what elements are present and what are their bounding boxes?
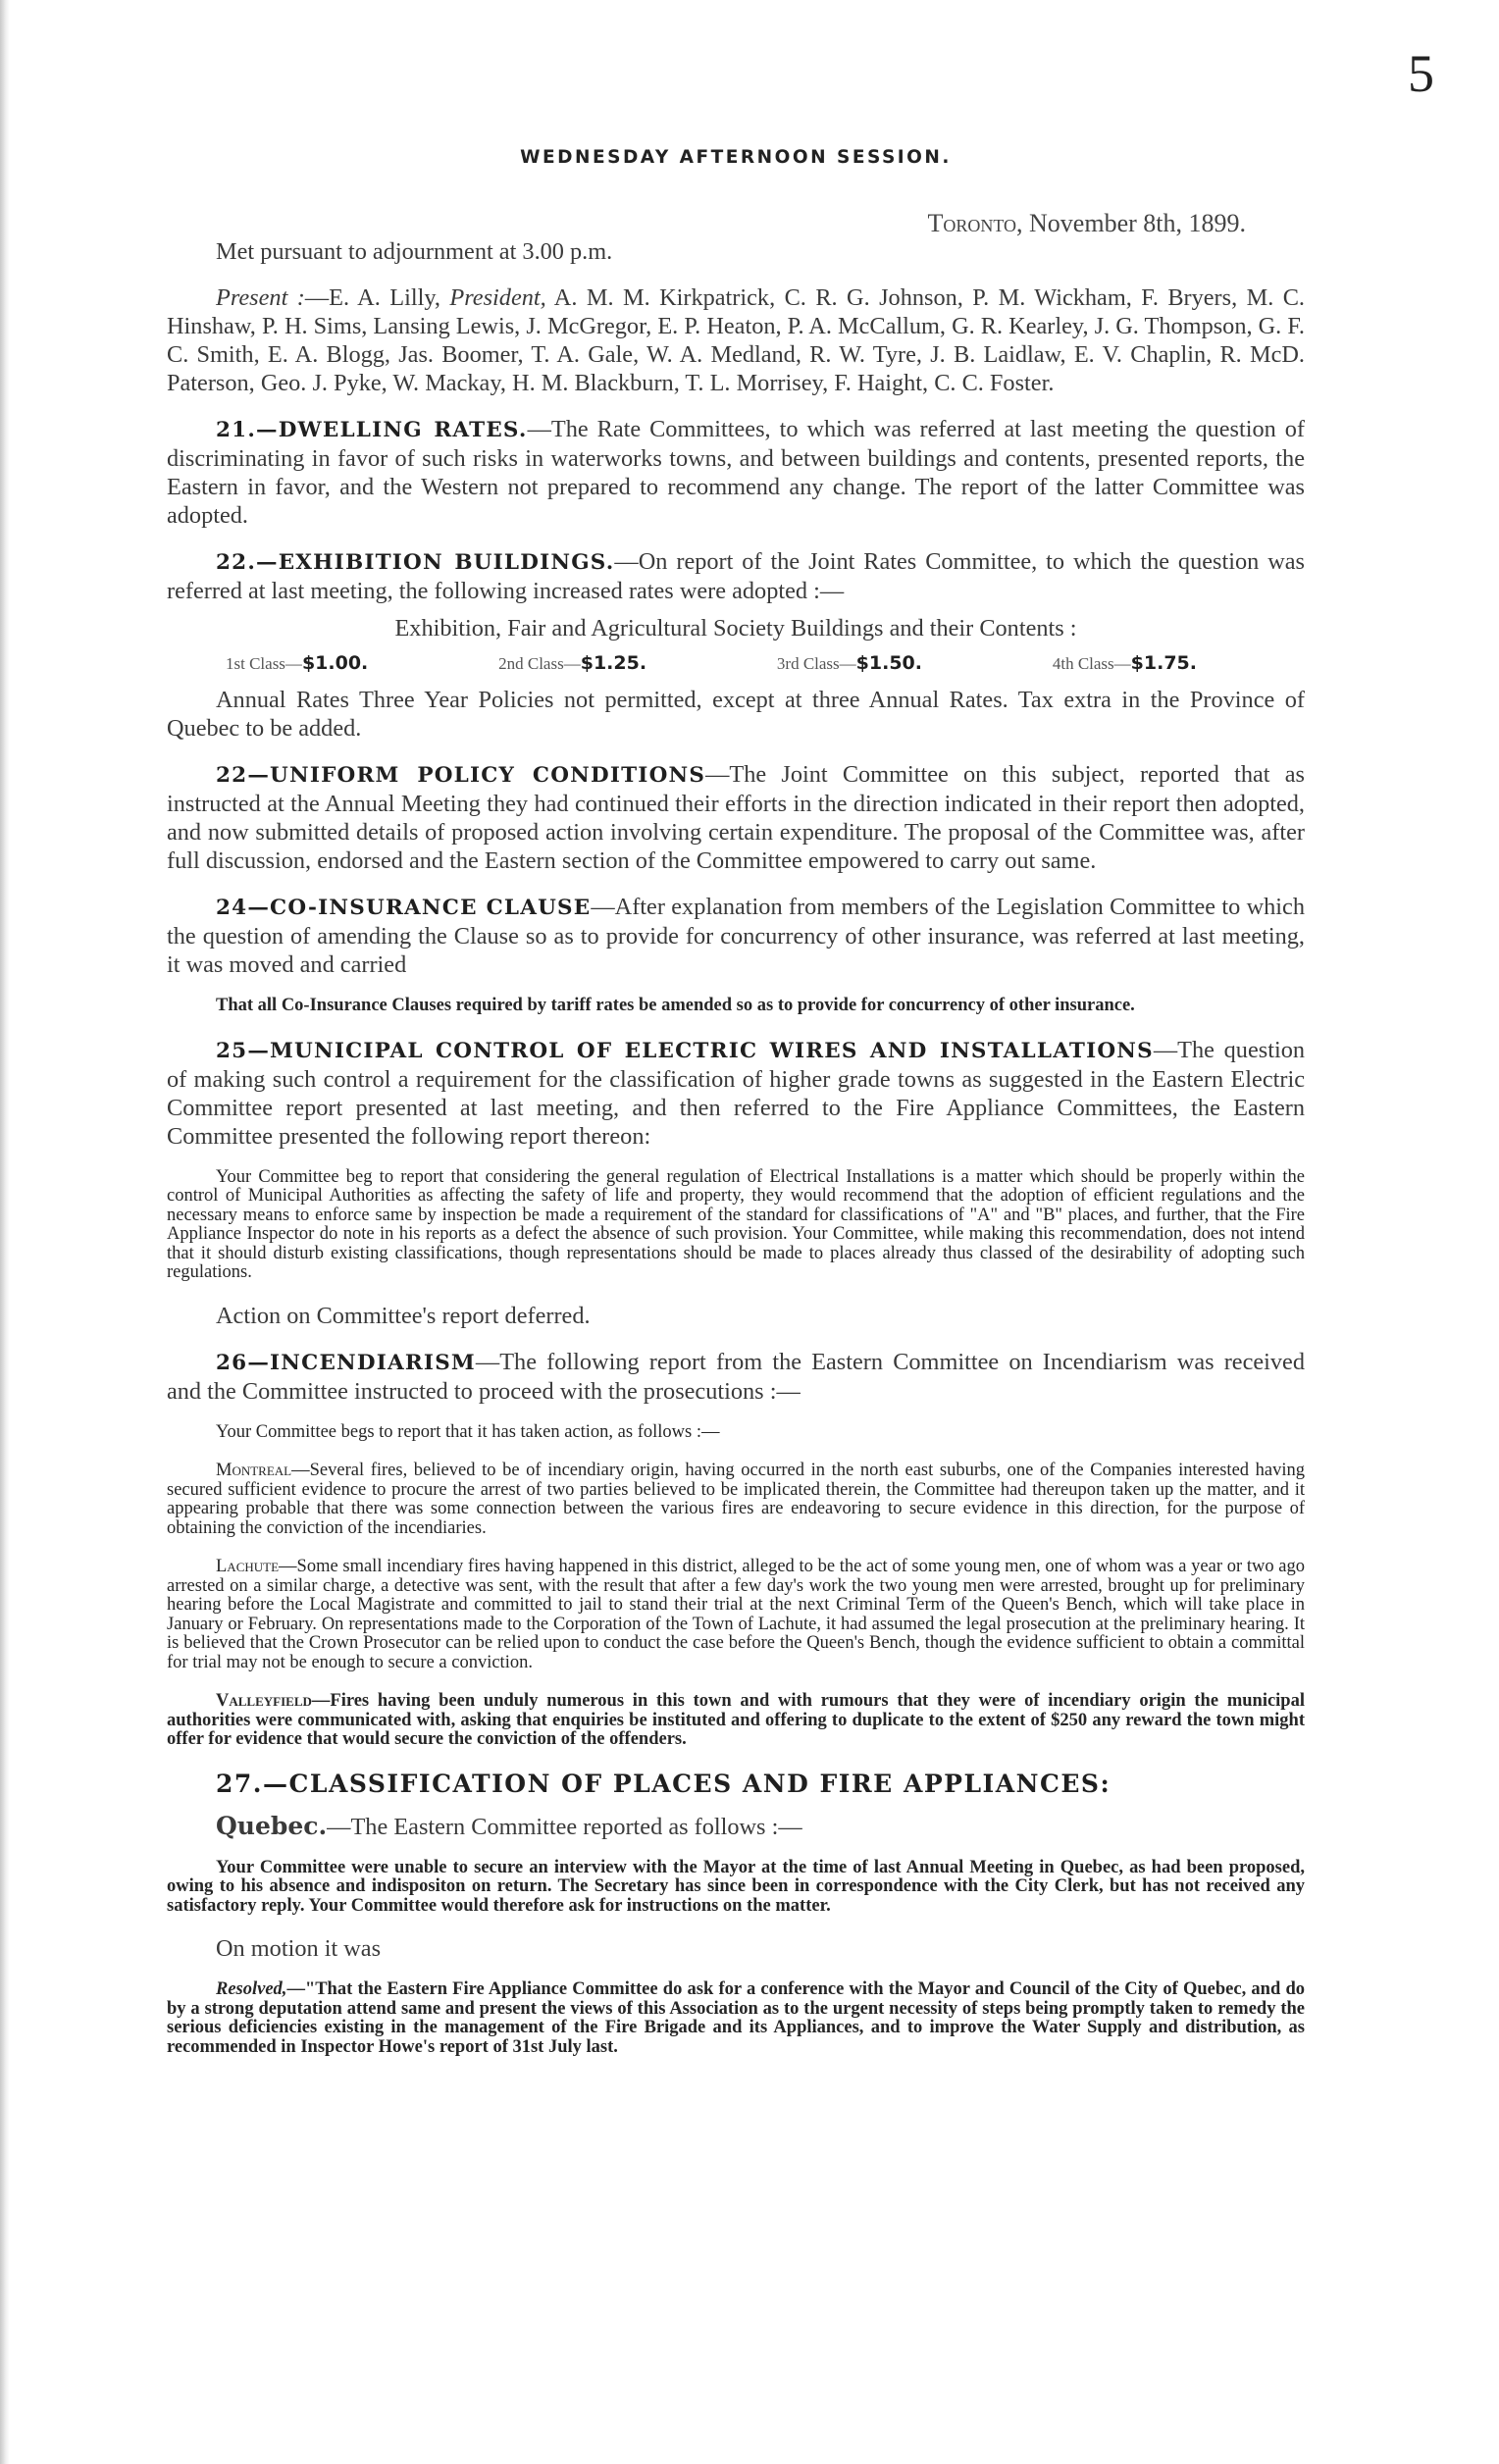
section-24 [167, 893, 1305, 979]
section-22 [167, 547, 1305, 605]
section-26-heading: 26—INCENDIARISM [216, 1350, 476, 1375]
lachute-text: —Some small incendiary fires having happened in this district, alleged to be the act of some young men, one of whom was a year or two ago arrested on a similar charge, a detective was sent, with the result that after a few day's work the two young men were arrested, brought up for preliminary hearing before the Local Magistrate and committed to jail to stand their trial at the next Criminal Term of the Queen's Bench, which will take place in January or February. On representations made to the Corporation of the Town of Lachute, it had assumed the legal prosecution at the preliminary hearing. It is believed that the Crown Prosecutor can be relied upon to conduct the case before the Queen's Bench, though the evidence sufficient to obtain a committal for trial may not be enough to secure a conviction. [167, 1557, 1305, 1672]
section-26 [167, 1348, 1305, 1406]
class-rate-value: $1.75. [1130, 652, 1197, 674]
section-22-heading: 22.—EXHIBITION BUILDINGS. [216, 550, 615, 575]
section-26-montreal [167, 1462, 1305, 1538]
page-edge-shadow [0, 0, 10, 2464]
section-27-heading: 27.—CLASSIFICATION OF PLACES AND FIRE APPLIANCES: [216, 1769, 1111, 1798]
section-25 [167, 1036, 1305, 1151]
section-25-report: Your Committee beg to report that considering the general regulation of Electrical Installations is a matter which should be properly within the control of Municipal Authorities as affecting the safety of life and property, they would recommend that the adoption of efficient regulations and the necessary means to enforce same by inspection be made a requirement of the standard for classifications of "A" and "B" places, and further, that the Fire Appliance Inspector do note in his reports as a defect the absence of such provision. Your Committee, while making this recommendation, does not intend that it should disturb existing classifications, though representations should be made to places already thus classed of the desirability of adopting such regulations. [167, 1166, 1305, 1282]
class-rate-label: 2nd Class— [498, 654, 581, 673]
section-26-valleyfield [167, 1692, 1305, 1750]
section-27-sub-heading: Quebec. [216, 1811, 328, 1840]
present-role: President, [449, 284, 546, 311]
section-21-text: —The Rate Committees, to which was referred at last meeting the question of discriminating in favor of such risks in waterworks towns, and between buildings and contents, presented reports, the Eastern in favor, and the Western not prepared to recommend any change. The report of the latter Committee was adopted. [167, 416, 1305, 529]
page-number: 5 [1408, 44, 1434, 103]
class-rate-value: $1.00. [301, 652, 369, 674]
section-27-resolution [167, 1980, 1305, 2057]
class-rate-4 [1053, 652, 1197, 674]
resolved-text: —"That the Eastern Fire Appliance Committee do ask for a conference with the Mayor and Council of the City of Quebec, and do by a strong deputation attend same and present the views of this Association as to the urgent necessity of steps being promptly taken to remedy the serious deficiencies existing in the management of the Fire Brigade and its Appliances, and to improve the Water Supply and distribution, as recommended in Inspector Howe's report of 31st July last. [167, 1979, 1305, 2057]
class-rate-3 [777, 652, 922, 674]
class-rate-label: 4th Class— [1052, 654, 1131, 673]
section-27-sub [167, 1812, 1305, 1841]
section-27-motion: On motion it was [216, 1935, 382, 1962]
class-rate-label: 1st Class— [226, 654, 302, 673]
section-27-report: Your Committee were unable to secure an interview with the Mayor at the time of last Annual Meeting in Quebec, as had been proposed, owing to his absence and indispositon on return. The Secretary has since been in correspondence with the City Clerk, but has not received any satisfactory reply. Your Committee would therefore ask for instructions on the matter. [167, 1857, 1305, 1916]
lachute-label: Lachute [216, 1557, 280, 1576]
valleyfield-label: Valleyfield [216, 1691, 312, 1711]
montreal-label: Montreal [216, 1461, 292, 1480]
class-rate-1 [226, 652, 368, 674]
present-label: Present : [216, 284, 305, 311]
present-first: —E. A. Lilly, [304, 284, 450, 311]
section-25-text: —The question of making such control a requirement for the classification of higher grade towns as suggested in the Eastern Electric Committee report presented at last meeting, and then referred to the Fire Appliance Committees, the Eastern Committee presented the following report thereon: [167, 1036, 1305, 1150]
session-title: WEDNESDAY AFTERNOON SESSION. [520, 147, 952, 168]
section-23 [167, 760, 1305, 875]
section-24-resolution: That all Co-Insurance Clauses required by tariff rates be amended so as to provide for concurrency of other insurance. [216, 996, 1135, 1015]
present-names: A. M. M. Kirkpatrick, C. R. G. Johnson, P. M. Wickham, F. Bryers, M. C. Hinshaw, P. H. Sims, Lansing Lewis, J. McGregor, E. P. Heaton, P. A. McCallum, G. R. Kearley, J. G. Thompson, G. F. C. Smith, E. A. Blogg, Jas. Boomer, T. A. Gale, W. A. Medland, R. W. Tyre, J. B. Laidlaw, E. V. Chaplin, R. McD. Paterson, Geo. J. Pyke, W. Mackay, H. M. Blackburn, T. L. Morrisey, F. Haight, C. C. Foster. [167, 284, 1306, 396]
section-24-heading: 24—CO-INSURANCE CLAUSE [216, 896, 592, 920]
valleyfield-text: —Fires having been unduly numerous in this town and with rumours that they were of incendiary origin the municipal authorities were communicated with, asking that enquiries be instituted and offering to duplicate to the extent of $250 any reward the town might offer for evidence that would secure the conviction of the offenders. [167, 1691, 1305, 1749]
section-25-action: Action on Committee's report deferred. [216, 1302, 591, 1329]
class-rate-value: $1.50. [855, 652, 922, 674]
class-rate-2 [498, 652, 646, 674]
dateline-place: Toronto, [927, 209, 1023, 237]
section-22-text: —On report of the Joint Rates Committee, to which the question was referred at last meeting, the following increased rates were adopted :— [167, 548, 1305, 604]
class-rate-value: $1.25. [580, 652, 647, 674]
section-26-text: —The following report from the Eastern Committee on Incendiarism was received and the Committee instructed to proceed with the prosecutions :— [167, 1348, 1305, 1405]
section-21 [167, 415, 1305, 530]
section-25-heading: 25—MUNICIPAL CONTROL OF ELECTRIC WIRES AND INSTALLATIONS [216, 1038, 1154, 1063]
section-26-lachute [167, 1558, 1305, 1672]
section-23-text: —The Joint Committee on this subject, reported that as instructed at the Annual Meeting they had continued their efforts in the direction indicated in their report then adopted, and now submitted details of proposed action involving certain expenditure. The proposal of the Committee was, after full discussion, endorsed and the Eastern section of the Committee empowered to carry out same. [167, 761, 1305, 874]
class-rates-row [167, 652, 1305, 674]
resolved-label: Resolved, [216, 1979, 287, 1999]
dateline [167, 209, 1305, 238]
document-page [167, 147, 1305, 2077]
class-rate-label: 3rd Class— [776, 654, 856, 673]
opening-line: Met pursuant to adjournment at 3.00 p.m. [216, 238, 613, 265]
section-21-heading: 21.—DWELLING RATES. [216, 418, 528, 442]
dateline-date: November 8th, 1899. [1029, 209, 1246, 237]
section-22-note: Annual Rates Three Year Policies not permitted, except at three Annual Rates. Tax extra in the Province of Quebec to be added. [167, 687, 1305, 742]
section-26-intro: Your Committee begs to report that it has taken action, as follows :— [216, 1421, 720, 1442]
section-27-sub-text: —The Eastern Committee reported as follows :— [327, 1813, 802, 1840]
section-24-text: —After explanation from members of the Legislation Committee to which the question of amending the Clause so as to provide for concurrency of other insurance, was referred at last meeting, it was moved and carried [167, 894, 1305, 978]
section-22-subtitle: Exhibition, Fair and Agricultural Society Buildings and their Contents : [394, 615, 1077, 642]
montreal-text: —Several fires, believed to be of incendiary origin, having occurred in the north east suburbs, one of the Companies interested having secured sufficient evidence to procure the arrest of two parties believed to be implicated therein, the Committee had thereupon taken up the matter, and it appearing probable that there was some connection between the various fires are endeavoring to secure evidence in this direction, for the purpose of obtaining the conviction of the incendiaries. [167, 1461, 1305, 1538]
present-paragraph [167, 283, 1305, 397]
section-23-heading: 22—UNIFORM POLICY CONDITIONS [216, 763, 706, 788]
